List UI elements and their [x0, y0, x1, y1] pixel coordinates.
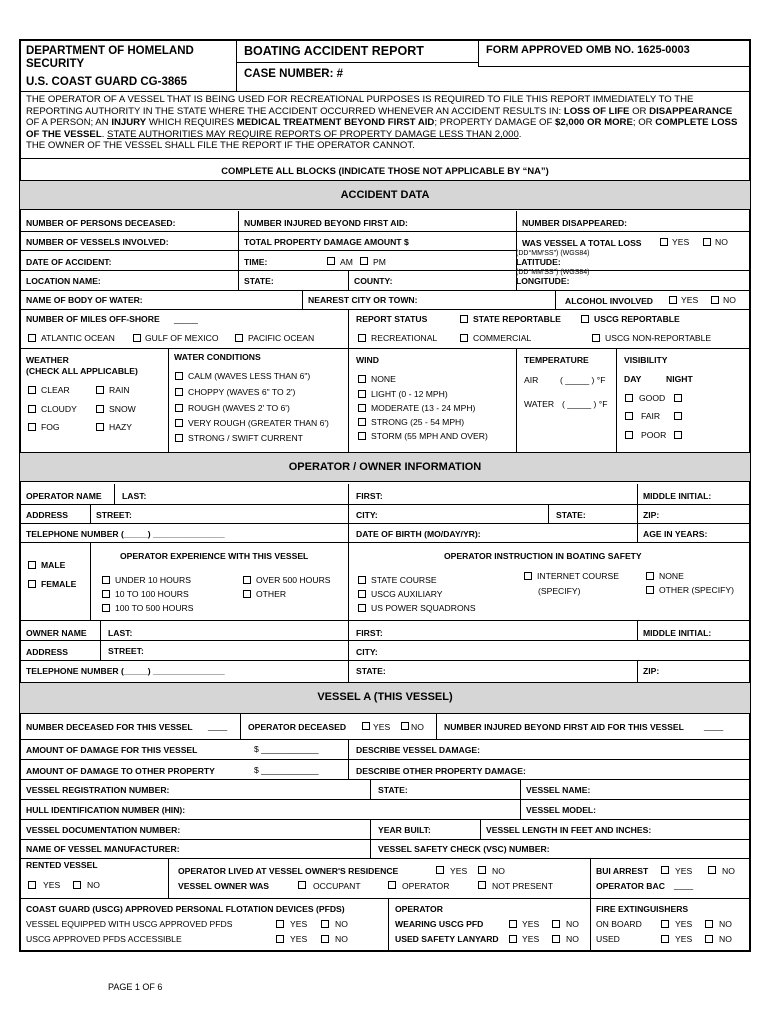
- night-label: NIGHT: [666, 374, 693, 384]
- uscg-reportable-label: USCG REPORTABLE: [594, 314, 680, 324]
- rain-checkbox[interactable]: [96, 386, 104, 394]
- used-yes-label: YES: [675, 934, 693, 944]
- very-rough-checkbox[interactable]: [175, 419, 183, 427]
- clear-label: CLEAR: [41, 385, 70, 395]
- bui-yes-checkbox[interactable]: [661, 866, 669, 874]
- owner-operator-checkbox[interactable]: [388, 881, 396, 889]
- commercial-checkbox[interactable]: [460, 334, 468, 342]
- accident-data-header: ACCIDENT DATA: [20, 180, 750, 210]
- owner-first-field[interactable]: FIRST:: [356, 628, 383, 638]
- rough-label: ROUGH (WAVES 2' TO 6'): [188, 403, 290, 413]
- operator-owner-header: OPERATOR / OWNER INFORMATION: [20, 452, 750, 482]
- total-loss-no-label: NO: [715, 237, 728, 247]
- vsc-number-field[interactable]: VESSEL SAFETY CHECK (VSC) NUMBER:: [378, 844, 550, 854]
- weather-label: WEATHER: [26, 355, 69, 365]
- pfd-equipped-yes-checkbox[interactable]: [276, 920, 284, 928]
- vessel-model-field[interactable]: VESSEL MODEL:: [526, 805, 597, 815]
- choppy-label: CHOPPY (WAVES 6" TO 2'): [188, 387, 296, 397]
- lived-yes-checkbox[interactable]: [436, 866, 444, 874]
- gulf-label: GULF OF MEXICO: [145, 333, 219, 343]
- lanyard-yes-checkbox[interactable]: [509, 935, 517, 943]
- 100-500-label: 100 TO 500 HOURS: [115, 603, 194, 613]
- fair-label: FAIR: [641, 411, 661, 421]
- pfd-equipped-yes-label: YES: [290, 919, 308, 929]
- on-board-no-label: NO: [719, 919, 732, 929]
- vessel-damage-amount-label: AMOUNT OF DAMAGE FOR THIS VESSEL: [26, 745, 198, 755]
- registration-field[interactable]: VESSEL REGISTRATION NUMBER:: [26, 785, 170, 795]
- location-name-field[interactable]: LOCATION NAME:: [26, 276, 101, 286]
- alcohol-no-label: NO: [723, 295, 736, 305]
- uscg-reportable-checkbox[interactable]: [581, 315, 589, 323]
- hazy-checkbox[interactable]: [96, 423, 104, 431]
- weather-sublabel: (CHECK ALL APPLICABLE): [26, 366, 138, 376]
- describe-other-damage-field[interactable]: DESCRIBE OTHER PROPERTY DAMAGE:: [356, 766, 526, 776]
- commercial-label: COMMERCIAL: [473, 333, 532, 343]
- reporting-notice: THE OPERATOR OF A VESSEL THAT IS BEING USED FOR RECREATIONAL PURPOSES IS REQUIRED TO FILE THIS REPORT IMMEDIATELY TO THE REPORTING AUTHORITY IN THE STATE WHERE THE ACCIDENT OCCURRED WHENEVER AN ACCIDENT RESULTS IN: LOSS OF LIFE OR DISAPPEARANCE OF A PERSON; AN INJURY WHICH REQUIRES MEDICAL TREATMENT BEYOND FIRST AID; PROPERTY DAMAGE OF $2,000 OR MORE; OR COMPLETE LOSS OF THE VESSEL. STATE AUTHORITIES MAY REQUIRE REPORTS OF PROPERTY DAMAGE LESS THAN 2,000. THE OWNER OF THE VESSEL SHALL FILE THE REPORT IF THE OPERATOR CANNOT.: [26, 94, 738, 152]
- experience-other-checkbox[interactable]: [243, 590, 251, 598]
- fair-night-checkbox[interactable]: [674, 412, 682, 420]
- on-board-no-checkbox[interactable]: [705, 920, 713, 928]
- alcohol-yes-label: YES: [681, 295, 699, 305]
- used-no-label: NO: [719, 934, 732, 944]
- owner-zip-field[interactable]: ZIP:: [643, 666, 660, 676]
- 10-100-label: 10 TO 100 HOURS: [115, 589, 189, 599]
- op-deceased-yes-checkbox[interactable]: [362, 722, 370, 730]
- good-label: GOOD: [639, 393, 666, 403]
- alcohol-label: ALCOHOL INVOLVED: [565, 296, 654, 306]
- manufacturer-field[interactable]: NAME OF VESSEL MANUFACTURER:: [26, 844, 180, 854]
- lanyard-label: USED SAFETY LANYARD: [395, 934, 499, 944]
- op-deceased-no-checkbox[interactable]: [401, 722, 409, 730]
- describe-damage-field[interactable]: DESCRIBE VESSEL DAMAGE:: [356, 745, 480, 755]
- operator-last-field[interactable]: LAST:: [122, 491, 147, 501]
- vessel-injured-blank[interactable]: ____: [704, 721, 724, 731]
- strong-current-label: STRONG / SWIFT CURRENT: [188, 433, 303, 443]
- bui-no-label: NO: [722, 866, 735, 876]
- owner-not-present-checkbox[interactable]: [478, 881, 486, 889]
- alcohol-no-checkbox[interactable]: [711, 296, 719, 304]
- lanyard-no-label: NO: [566, 934, 579, 944]
- on-board-label: ON BOARD: [596, 919, 642, 929]
- under-10-checkbox[interactable]: [102, 576, 110, 584]
- bui-no-checkbox[interactable]: [708, 866, 716, 874]
- operator-middle-field[interactable]: MIDDLE INITIAL:: [643, 491, 712, 501]
- rented-no-label: NO: [87, 880, 100, 890]
- good-day-checkbox[interactable]: [625, 394, 633, 402]
- operator-city-field[interactable]: CITY:: [356, 510, 378, 520]
- owner-street-field[interactable]: STREET:: [108, 646, 144, 656]
- state-course-label: STATE COURSE: [371, 575, 437, 585]
- am-checkbox[interactable]: [327, 257, 335, 265]
- owner-occupant-checkbox[interactable]: [298, 881, 306, 889]
- hazy-label: HAZY: [109, 422, 132, 432]
- water-conditions-label: WATER CONDITIONS: [174, 352, 261, 362]
- operator-age-field[interactable]: AGE IN YEARS:: [643, 529, 708, 539]
- atlantic-checkbox[interactable]: [28, 334, 36, 342]
- wearing-no-label: NO: [566, 919, 579, 929]
- report-status-label: REPORT STATUS: [356, 314, 428, 324]
- vessel-a-header: VESSEL A (THIS VESSEL): [20, 682, 750, 714]
- wind-strong-checkbox[interactable]: [358, 418, 366, 426]
- 100-500-checkbox[interactable]: [102, 604, 110, 612]
- 10-100-checkbox[interactable]: [102, 590, 110, 598]
- owner-was-label: VESSEL OWNER WAS: [178, 881, 270, 891]
- miles-offshore-field[interactable]: NUMBER OF MILES OFF-SHORE: [26, 314, 160, 324]
- owner-not-present-label: NOT PRESENT: [492, 881, 553, 891]
- owner-occupant-label: OCCUPANT: [313, 881, 361, 891]
- pfd-accessible-yes-checkbox[interactable]: [276, 935, 284, 943]
- state-reportable-checkbox[interactable]: [460, 315, 468, 323]
- power-squadrons-checkbox[interactable]: [358, 604, 366, 612]
- female-label: FEMALE: [41, 579, 77, 589]
- agency-name-2: SECURITY: [26, 58, 85, 70]
- owner-middle-field[interactable]: MIDDLE INITIAL:: [643, 628, 712, 638]
- total-damage-field[interactable]: TOTAL PROPERTY DAMAGE AMOUNT $: [244, 237, 409, 247]
- rented-yes-checkbox[interactable]: [28, 881, 36, 889]
- recreational-checkbox[interactable]: [358, 334, 366, 342]
- omb-number: FORM APPROVED OMB NO. 1625-0003: [486, 44, 690, 56]
- instruction-label: OPERATOR INSTRUCTION IN BOATING SAFETY: [444, 551, 642, 561]
- pacific-checkbox[interactable]: [235, 334, 243, 342]
- lanyard-yes-label: YES: [522, 934, 540, 944]
- operator-deceased-label: OPERATOR DECEASED: [248, 722, 347, 732]
- experience-label: OPERATOR EXPERIENCE WITH THIS VESSEL: [120, 551, 309, 561]
- wind-moderate-checkbox[interactable]: [358, 404, 366, 412]
- power-squadrons-label: US POWER SQUADRONS: [371, 603, 476, 613]
- snow-label: SNOW: [109, 404, 136, 414]
- clear-checkbox[interactable]: [28, 386, 36, 394]
- wind-moderate-label: MODERATE (13 - 24 MPH): [371, 403, 476, 413]
- over-500-checkbox[interactable]: [243, 576, 251, 584]
- case-number-field[interactable]: CASE NUMBER: #: [244, 68, 344, 80]
- good-night-checkbox[interactable]: [674, 394, 682, 402]
- operator-street-field[interactable]: STREET:: [96, 510, 132, 520]
- calm-checkbox[interactable]: [175, 372, 183, 380]
- bui-yes-label: YES: [675, 866, 693, 876]
- pfd-equipped-no-label: NO: [335, 919, 348, 929]
- wind-light-label: LIGHT (0 - 12 MPH): [371, 389, 448, 399]
- male-label: MALE: [41, 560, 66, 570]
- state-course-checkbox[interactable]: [358, 576, 366, 584]
- cloudy-label: CLOUDY: [41, 404, 77, 414]
- owner-state-field[interactable]: STATE:: [356, 666, 386, 676]
- vessels-involved-field[interactable]: NUMBER OF VESSELS INVOLVED:: [26, 237, 169, 247]
- fog-checkbox[interactable]: [28, 423, 36, 431]
- owner-city-field[interactable]: CITY:: [356, 647, 378, 657]
- year-built-field[interactable]: YEAR BUILT:: [378, 825, 431, 835]
- strong-current-checkbox[interactable]: [175, 434, 183, 442]
- agency-name: DEPARTMENT OF HOMELAND: [26, 45, 194, 57]
- pfd-accessible-no-label: NO: [335, 934, 348, 944]
- water-body-field[interactable]: NAME OF BODY OF WATER:: [26, 295, 143, 305]
- uscg-auxiliary-checkbox[interactable]: [358, 590, 366, 598]
- deceased-field[interactable]: NUMBER OF PERSONS DECEASED:: [26, 218, 176, 228]
- poor-night-checkbox[interactable]: [674, 431, 682, 439]
- operator-telephone-field[interactable]: TELEPHONE NUMBER (_____) _______________: [26, 529, 225, 539]
- form-title: BOATING ACCIDENT REPORT: [244, 44, 424, 58]
- cloudy-checkbox[interactable]: [28, 405, 36, 413]
- operator-zip-field[interactable]: ZIP:: [643, 510, 660, 520]
- owner-telephone-field[interactable]: TELEPHONE NUMBER (_____) _______________: [26, 666, 225, 676]
- operator-name-label: OPERATOR NAME: [26, 491, 102, 501]
- experience-other-label: OTHER: [256, 589, 287, 599]
- rented-vessel-label: RENTED VESSEL: [26, 860, 98, 870]
- internet-specify-label: (SPECIFY): [538, 586, 581, 596]
- wearing-yes-label: YES: [522, 919, 540, 929]
- page-number: PAGE 1 OF 6: [108, 982, 163, 992]
- uscg-non-reportable-checkbox[interactable]: [592, 334, 600, 342]
- accident-date-field[interactable]: DATE OF ACCIDENT:: [26, 257, 112, 267]
- hin-field[interactable]: HULL IDENTIFICATION NUMBER (HIN):: [26, 805, 186, 815]
- disappeared-field[interactable]: NUMBER DISAPPEARED:: [522, 218, 628, 228]
- pm-label: PM: [373, 257, 386, 267]
- wearing-no-checkbox[interactable]: [552, 920, 560, 928]
- used-yes-checkbox[interactable]: [661, 935, 669, 943]
- state-reportable-label: STATE REPORTABLE: [473, 314, 561, 324]
- pfd-accessible-label: USCG APPROVED PFDS ACCESSIBLE: [26, 934, 182, 944]
- owner-name-label: OWNER NAME: [26, 628, 87, 638]
- instruction-other-label: OTHER (SPECIFY): [659, 585, 734, 595]
- temperature-label: TEMPERATURE: [524, 355, 589, 365]
- female-checkbox[interactable]: [28, 580, 36, 588]
- gulf-checkbox[interactable]: [133, 334, 141, 342]
- instruction-none-checkbox[interactable]: [646, 572, 654, 580]
- total-loss-yes-checkbox[interactable]: [660, 238, 668, 246]
- vessel-name-field[interactable]: VESSEL NAME:: [526, 785, 591, 795]
- operator-state-field[interactable]: STATE:: [556, 510, 586, 520]
- operator-pfd-label: OPERATOR: [395, 904, 443, 914]
- wind-light-checkbox[interactable]: [358, 390, 366, 398]
- pfd-equipped-label: VESSEL EQUIPPED WITH USCG APPROVED PFDS: [26, 919, 233, 929]
- air-temp-field[interactable]: ( _____ ) °F: [560, 375, 606, 385]
- op-deceased-yes-label: YES: [373, 722, 391, 732]
- other-property-damage-label: AMOUNT OF DAMAGE TO OTHER PROPERTY: [26, 766, 215, 776]
- rented-no-checkbox[interactable]: [73, 881, 81, 889]
- calm-label: CALM (WAVES LESS THAN 6"): [188, 371, 311, 381]
- snow-checkbox[interactable]: [96, 405, 104, 413]
- on-board-yes-checkbox[interactable]: [661, 920, 669, 928]
- visibility-label: VISIBILITY: [624, 355, 668, 365]
- wind-strong-label: STRONG (25 - 54 MPH): [371, 417, 465, 427]
- coordinate-format-note-2: (DD°MM'SS") (WGS84): [516, 269, 590, 276]
- total-loss-no-checkbox[interactable]: [703, 238, 711, 246]
- used-no-checkbox[interactable]: [705, 935, 713, 943]
- wind-label: WIND: [356, 355, 379, 365]
- wearing-yes-checkbox[interactable]: [509, 920, 517, 928]
- vessel-deceased-blank[interactable]: ____: [208, 721, 228, 731]
- operator-address-label: ADDRESS: [26, 510, 69, 520]
- extinguishers-label: FIRE EXTINGUISHERS: [596, 904, 689, 914]
- pacific-label: PACIFIC OCEAN: [248, 333, 315, 343]
- rented-yes-label: YES: [43, 880, 61, 890]
- fair-day-checkbox[interactable]: [625, 412, 633, 420]
- am-label: AM: [340, 257, 353, 267]
- total-loss-label: WAS VESSEL A TOTAL LOSS: [522, 238, 642, 248]
- pfd-accessible-no-checkbox[interactable]: [321, 935, 329, 943]
- documentation-field[interactable]: VESSEL DOCUMENTATION NUMBER:: [26, 825, 181, 835]
- op-deceased-no-label: NO: [411, 722, 424, 732]
- operator-bac-field[interactable]: OPERATOR BAC: [596, 881, 665, 891]
- operator-first-field[interactable]: FIRST:: [356, 491, 383, 501]
- rain-label: RAIN: [109, 385, 130, 395]
- water-temp-label: WATER: [524, 399, 555, 409]
- uscg-auxiliary-label: USCG AUXILIARY: [371, 589, 443, 599]
- on-board-yes-label: YES: [675, 919, 693, 929]
- pfd-accessible-yes-label: YES: [290, 934, 308, 944]
- instruction-other-checkbox[interactable]: [646, 586, 654, 594]
- lived-no-label: NO: [492, 866, 505, 876]
- wind-storm-label: STORM (55 MPH AND OVER): [371, 431, 488, 441]
- choppy-checkbox[interactable]: [175, 388, 183, 396]
- longitude-field[interactable]: LONGITUDE:: [516, 276, 570, 286]
- injured-field[interactable]: NUMBER INJURED BEYOND FIRST AID:: [244, 218, 408, 228]
- uscg-non-reportable-label: USCG NON-REPORTABLE: [605, 333, 712, 343]
- over-500-label: OVER 500 HOURS: [256, 575, 331, 585]
- owner-operator-label: OPERATOR: [402, 881, 450, 891]
- registration-state-field[interactable]: STATE:: [378, 785, 408, 795]
- wind-storm-checkbox[interactable]: [358, 432, 366, 440]
- poor-label: POOR: [641, 430, 667, 440]
- latitude-field[interactable]: LATITUDE:: [516, 257, 561, 267]
- vessel-deceased-field[interactable]: NUMBER DECEASED FOR THIS VESSEL: [26, 722, 193, 732]
- accident-state-field[interactable]: STATE:: [244, 276, 274, 286]
- fog-label: FOG: [41, 422, 60, 432]
- alcohol-yes-checkbox[interactable]: [669, 296, 677, 304]
- used-label: USED: [596, 934, 620, 944]
- instruction-none-label: NONE: [659, 571, 684, 581]
- very-rough-label: VERY ROUGH (GREATER THAN 6'): [188, 418, 329, 428]
- bui-arrest-label: BUI ARREST: [596, 866, 649, 876]
- lived-yes-label: YES: [450, 866, 468, 876]
- pfd-equipped-no-checkbox[interactable]: [321, 920, 329, 928]
- recreational-label: RECREATIONAL: [371, 333, 438, 343]
- wind-none-checkbox[interactable]: [358, 375, 366, 383]
- male-checkbox[interactable]: [28, 561, 36, 569]
- owner-last-field[interactable]: LAST:: [108, 628, 133, 638]
- bac-blank[interactable]: ____: [674, 880, 694, 890]
- poor-day-checkbox[interactable]: [625, 431, 633, 439]
- miles-offshore-blank[interactable]: _____: [174, 314, 198, 324]
- internet-course-checkbox[interactable]: [524, 572, 532, 580]
- water-temp-field[interactable]: ( _____ ) °F: [562, 399, 608, 409]
- coordinate-format-note: (DD°MM'SS") (WGS84): [516, 250, 590, 257]
- accident-time-field[interactable]: TIME:: [244, 257, 268, 267]
- pfd-section-label: COAST GUARD (USCG) APPROVED PERSONAL FLOTATION DEVICES (PFDS): [26, 904, 345, 914]
- wearing-pfd-label: WEARING USCG PFD: [395, 919, 484, 929]
- vessel-injured-field[interactable]: NUMBER INJURED BEYOND FIRST AID FOR THIS VESSEL: [444, 722, 684, 732]
- air-label: AIR: [524, 375, 539, 385]
- pm-checkbox[interactable]: [360, 257, 368, 265]
- total-loss-yes-label: YES: [672, 237, 690, 247]
- day-label: DAY: [624, 374, 642, 384]
- under-10-label: UNDER 10 HOURS: [115, 575, 191, 585]
- nearest-city-field[interactable]: NEAREST CITY OR TOWN:: [308, 295, 418, 305]
- form-number: U.S. COAST GUARD CG-3865: [26, 76, 188, 88]
- lanyard-no-checkbox[interactable]: [552, 935, 560, 943]
- rough-checkbox[interactable]: [175, 404, 183, 412]
- operator-dob-field[interactable]: DATE OF BIRTH (MO/DAY/YR):: [356, 529, 481, 539]
- vessel-damage-amount-field[interactable]: $ ____________: [254, 744, 319, 754]
- vessel-length-field[interactable]: VESSEL LENGTH IN FEET AND INCHES:: [486, 825, 652, 835]
- wind-none-label: NONE: [371, 374, 396, 384]
- county-field[interactable]: COUNTY:: [354, 276, 393, 286]
- lived-at-residence-label: OPERATOR LIVED AT VESSEL OWNER'S RESIDENCE: [178, 866, 399, 876]
- atlantic-label: ATLANTIC OCEAN: [41, 333, 115, 343]
- instruction-text: COMPLETE ALL BLOCKS (INDICATE THOSE NOT APPLICABLE BY “NA”): [221, 165, 549, 176]
- lived-no-checkbox[interactable]: [478, 866, 486, 874]
- internet-course-label: INTERNET COURSE: [537, 571, 619, 581]
- owner-address-label: ADDRESS: [26, 647, 69, 657]
- other-property-damage-field[interactable]: $ ____________: [254, 765, 319, 775]
